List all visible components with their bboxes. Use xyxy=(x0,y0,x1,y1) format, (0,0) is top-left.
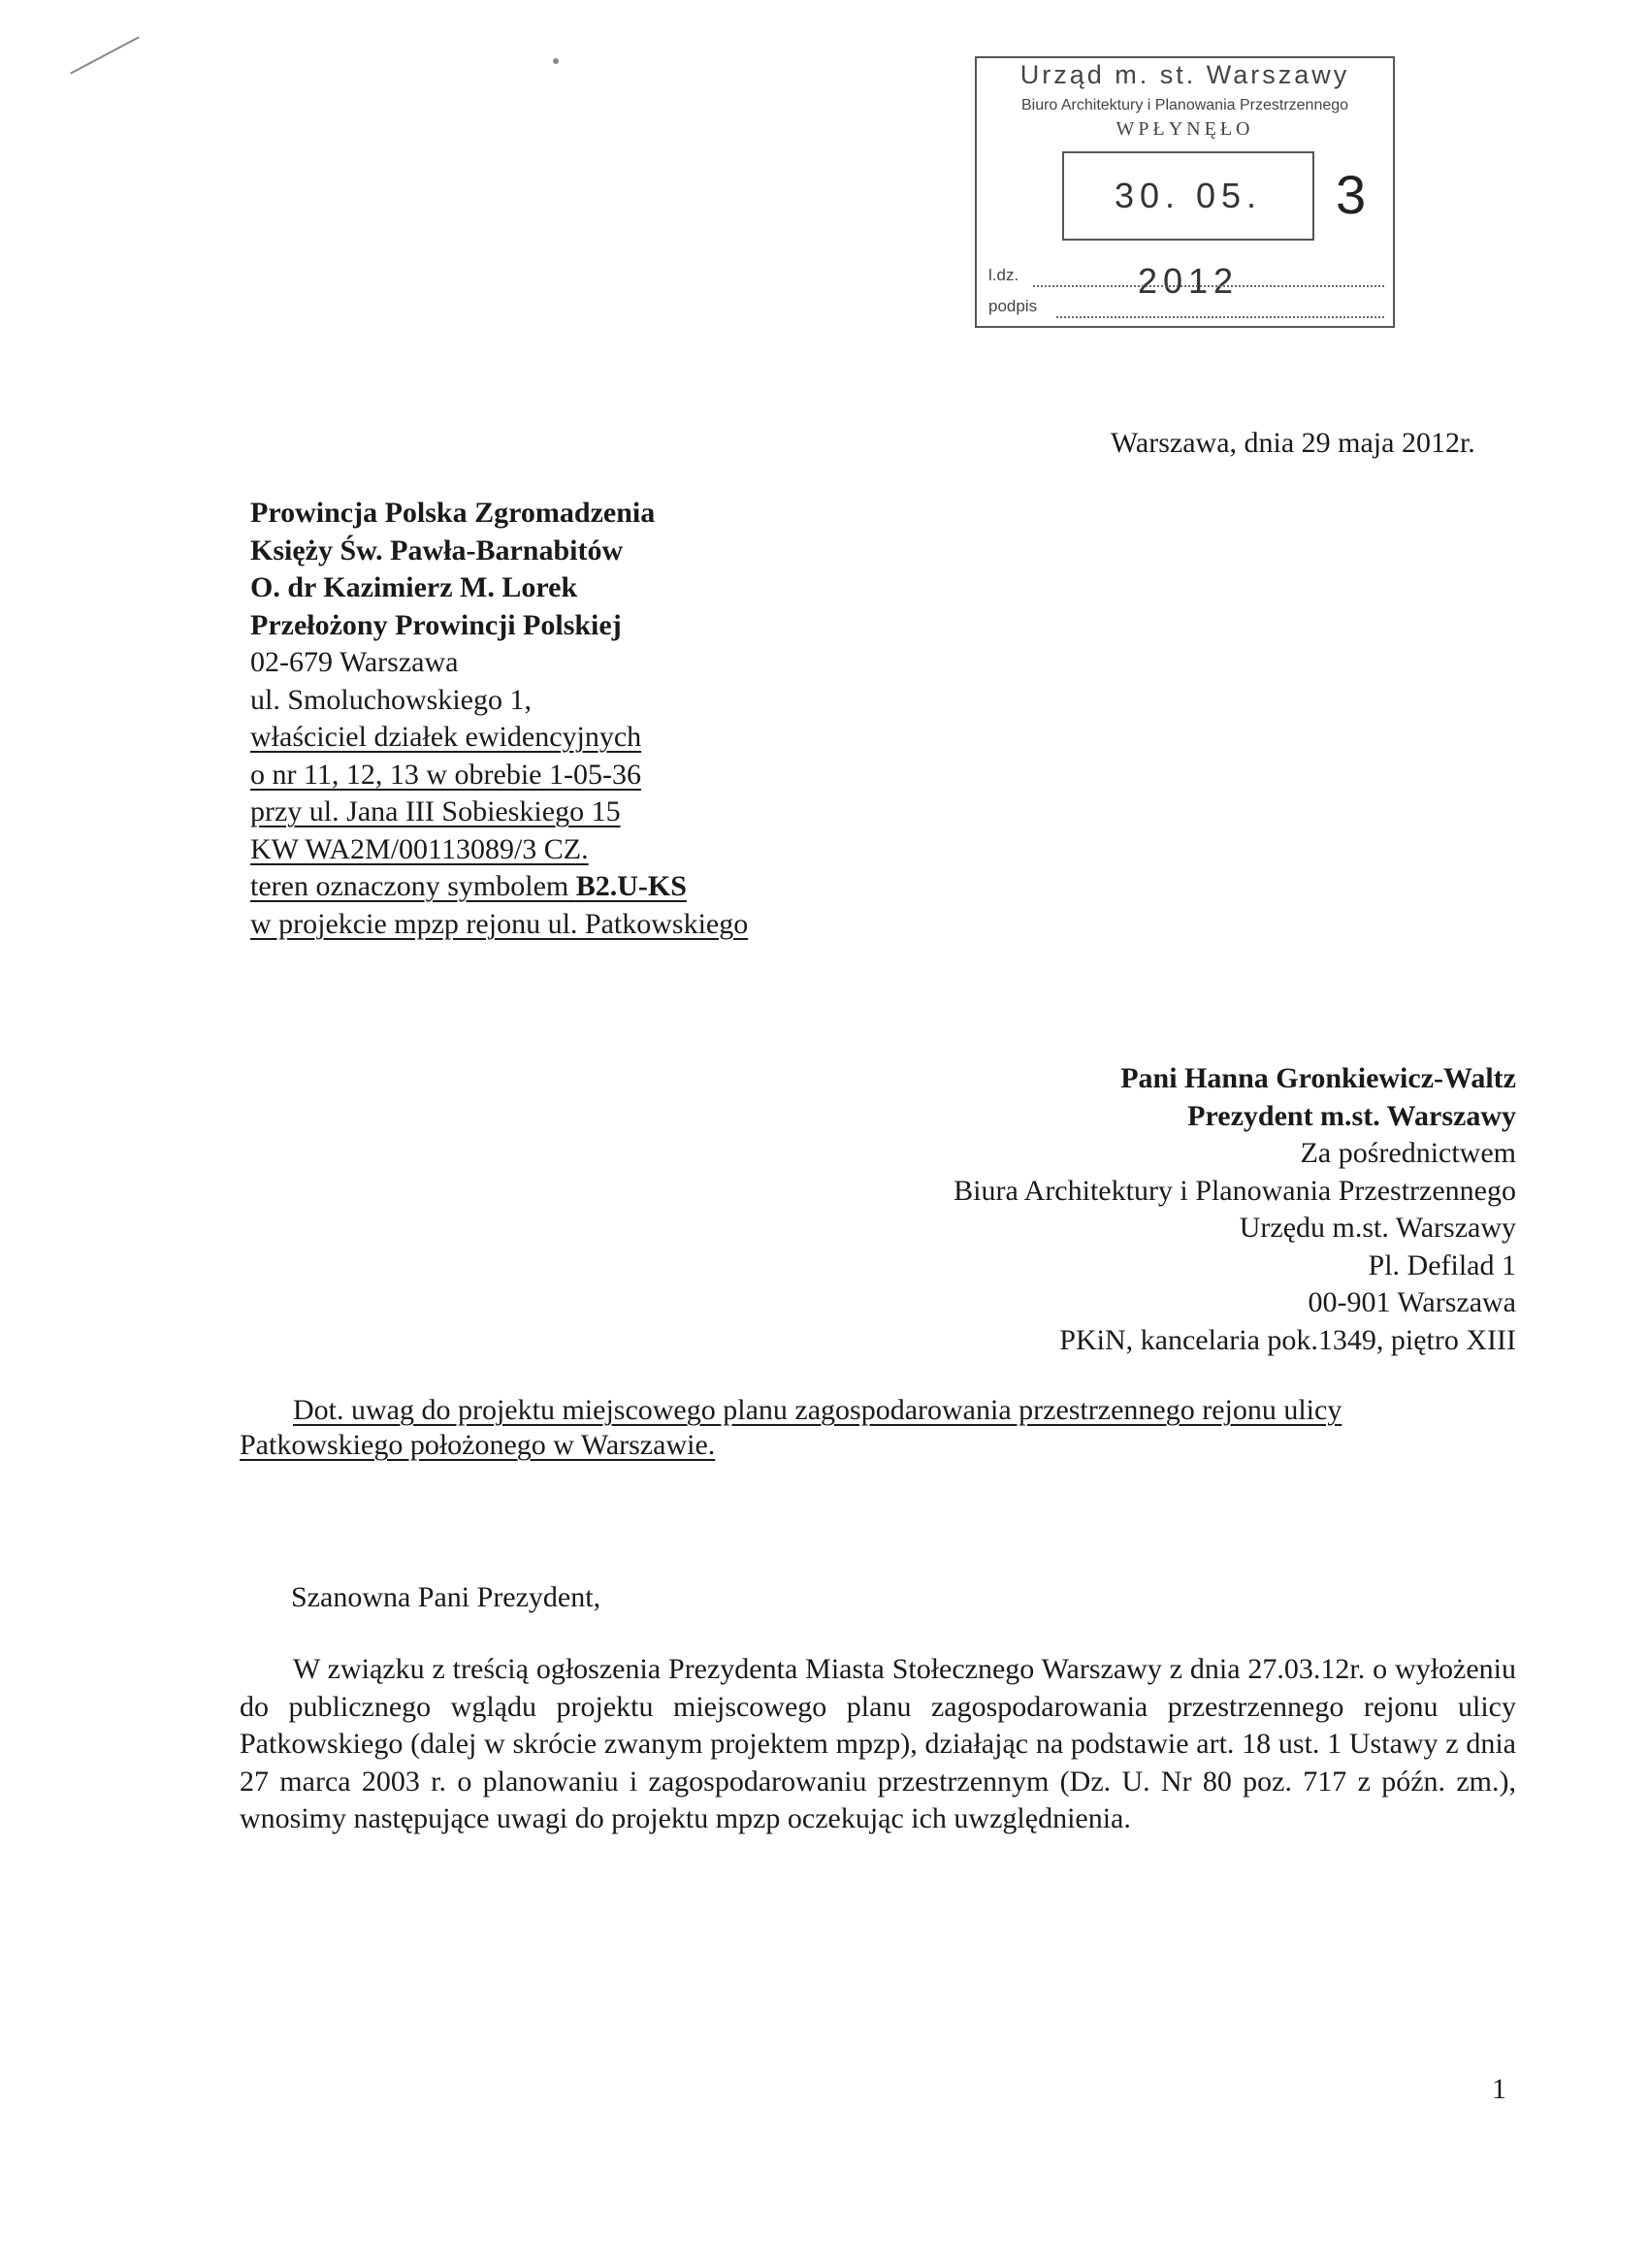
recipient-line: Pl. Defilad 1 xyxy=(1368,1248,1516,1281)
recipient-line: Urzędu m.st. Warszawy xyxy=(1239,1212,1516,1244)
sender-line xyxy=(250,868,748,906)
sender-line: właściciel działek ewidencyjnych xyxy=(250,721,642,753)
salutation: Szanowna Pani Prezydent, xyxy=(291,1581,601,1613)
page-number: 1 xyxy=(1492,2073,1506,2105)
scan-mark xyxy=(70,36,140,74)
sender-line-text: teren oznaczony symbolem xyxy=(250,870,576,902)
recipient-line: 00-901 Warszawa xyxy=(1308,1286,1516,1318)
stamp-date: 30. 05. 2012 xyxy=(1062,151,1314,241)
recipient-line: Biura Architektury i Planowania Przestrzennego xyxy=(954,1174,1516,1207)
recipient-line: Pani Hanna Gronkiewicz-Waltz xyxy=(1120,1062,1516,1094)
sender-line: KW WA2M/00113089/3 CZ. xyxy=(250,832,589,865)
stamp-ldz-line xyxy=(1033,285,1384,287)
sender-line: 02-679 Warszawa xyxy=(250,646,459,678)
recipient-block xyxy=(954,1060,1516,1359)
scan-dot xyxy=(553,58,559,64)
sender-line: Przełożony Prowincji Polskiej xyxy=(250,608,622,641)
body-text xyxy=(240,1651,1516,1838)
sender-line: Prowincja Polska Zgromadzenia xyxy=(250,497,656,529)
sender-block xyxy=(250,495,748,943)
recipient-line: PKiN, kancelaria pok.1349, piętro XIII xyxy=(1059,1323,1516,1356)
subject-line: Patkowskiego położonego w Warszawie. xyxy=(240,1429,716,1461)
stamp-ldz-label: l.dz. xyxy=(988,266,1019,284)
sender-line: przy ul. Jana III Sobieskiego 15 xyxy=(250,795,621,827)
sender-line: Księży Św. Pawła-Barnabitów xyxy=(250,534,624,567)
stamp-office: Urząd m. st. Warszawy xyxy=(1019,60,1350,89)
recipient-line: Za pośrednictwem xyxy=(1300,1137,1516,1169)
zoning-symbol: B2.U-KS xyxy=(575,870,687,902)
sender-line: ul. Smoluchowskiego 1, xyxy=(250,683,532,716)
sender-line: O. dr Kazimierz M. Lorek xyxy=(250,571,578,603)
sender-line: w projekcie mpzp rejonu ul. Patkowskiego xyxy=(250,907,749,940)
sender-line: o nr 11, 12, 13 w obrebie 1-05-36 xyxy=(250,758,641,791)
stamp-number: 3 xyxy=(1336,164,1367,225)
place-date: Warszawa, dnia 29 maja 2012r. xyxy=(1111,427,1475,459)
subject xyxy=(240,1393,1516,1463)
stamp-podpis-line xyxy=(1056,316,1384,318)
body-paragraph: W związku z treścią ogłoszenia Prezydenta Miasta Stołecznego Warszawy z dnia 27.03.12r. o wyłożeniu do publicznego wglądu projektu miejscowego planu zagospodarowania przestrzennego rejonu ulicy Patkowskiego (dalej w skrócie zwanym projektem mpzp), działając na podstawie art. 18 ust. 1 Ustawy z dnia 27 marca 2003 r. o planowaniu i zagospodarowaniu przestrzennym (Dz. U. Nr 80 poz. 717 z późn. zm.), wnosimy następujące uwagi do projektu mpzp oczekując ich uwzględnienia. xyxy=(240,1653,1516,1834)
stamp-department: Biuro Architektury i Planowania Przestrzennego xyxy=(1020,97,1349,113)
recipient-line: Prezydent m.st. Warszawy xyxy=(1187,1099,1516,1132)
received-stamp xyxy=(975,56,1395,328)
stamp-podpis-label: podpis xyxy=(988,297,1038,315)
subject-line: Dot. uwag do projektu miejscowego planu zagospodarowania przestrzennego rejonu ulicy xyxy=(293,1394,1342,1426)
stamp-received: WPŁYNĘŁO xyxy=(1116,118,1254,140)
